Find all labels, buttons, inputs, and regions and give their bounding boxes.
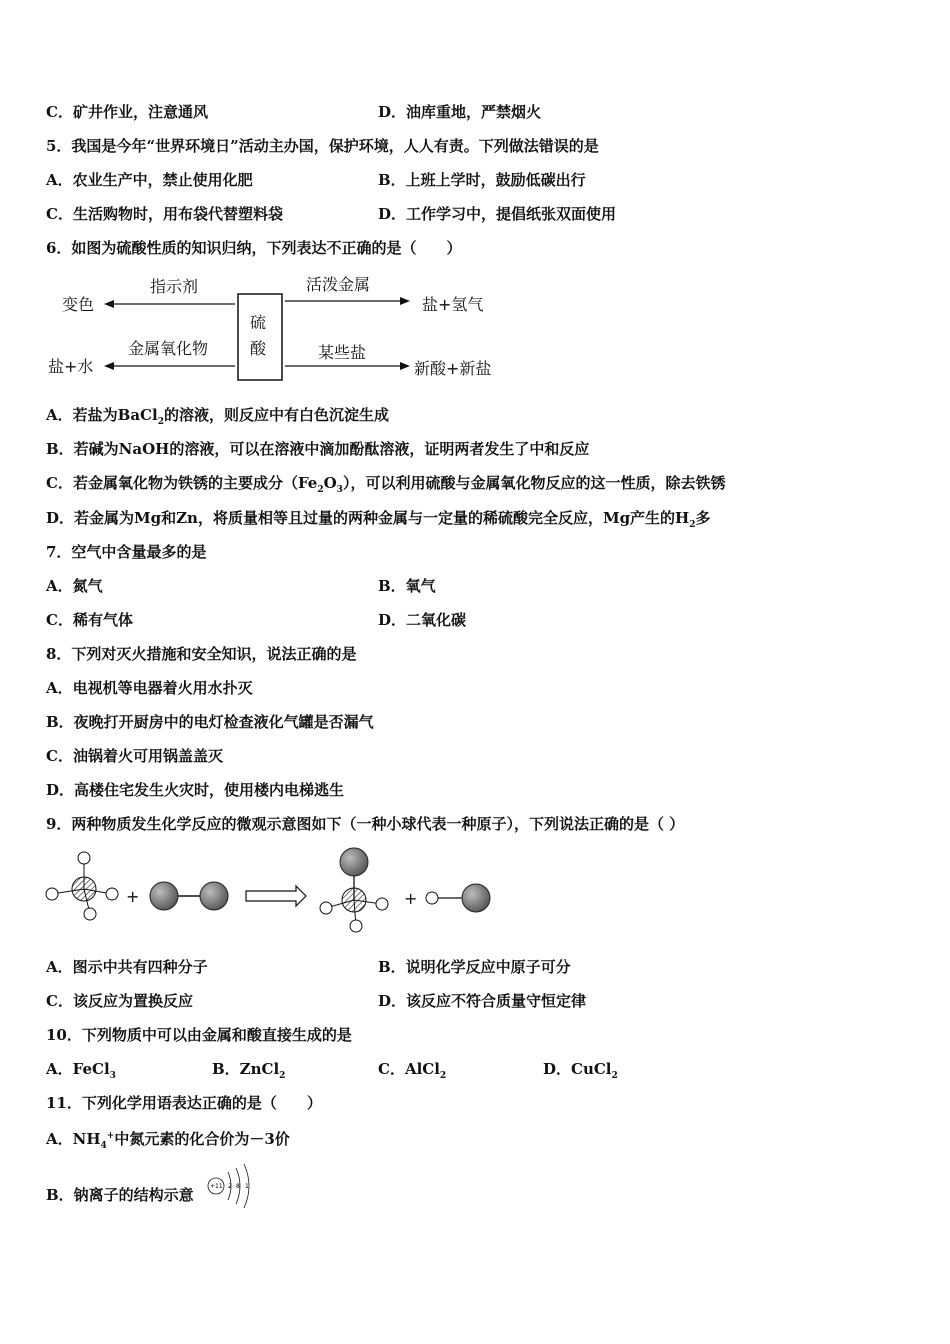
q9-stem: 9．两种物质发生化学反应的微观示意图如下（一种小球代表一种原子），下列说法正确的是（ ） <box>46 815 685 833</box>
result-new-acid-salt: 新酸+新盐 <box>414 359 492 378</box>
q6-option-a: A．若盐为BaCl$_2$的溶液，则反应中有白色沉淀生成 <box>46 406 389 427</box>
q6-option-b: B．若碱为NaOH的溶液，可以在溶液中滴加酚酞溶液，证明两者发生了中和反应 <box>46 440 590 458</box>
q7-option-d: D．二氧化碳 <box>378 611 467 629</box>
label-metal-oxide: 金属氧化物 <box>128 339 209 358</box>
reaction-arrow <box>246 886 306 906</box>
q9-option-c: C．该反应为置换反应 <box>46 992 193 1010</box>
q4-option-d: D．油库重地，严禁烟火 <box>378 103 542 121</box>
nucleus-charge: +11 <box>210 1183 223 1190</box>
result-salt-hydrogen: 盐+氢气 <box>422 295 484 314</box>
q8-option-c: C．油锅着火可用锅盖盖灭 <box>46 747 223 765</box>
product-molecule-2 <box>426 884 490 912</box>
reactant-molecule-2 <box>150 882 228 910</box>
q7-option-a: A．氮气 <box>46 577 103 595</box>
label-indicator: 指示剂 <box>150 277 199 296</box>
center-box <box>238 294 282 380</box>
product-molecule-1 <box>320 848 388 932</box>
q7-option-c: C．稀有气体 <box>46 611 133 629</box>
q7-option-b: B．氧气 <box>378 577 436 595</box>
q8-option-a: A．电视机等电器着火用水扑灭 <box>46 679 253 697</box>
sulfuric-acid-diagram <box>40 268 510 388</box>
shell-1-electrons: 2 <box>228 1183 232 1190</box>
label-some-salts: 某些盐 <box>318 343 367 362</box>
q6-option-c: C．若金属氧化物为铁锈的主要成分$(Fe_2O_3)$，可以利用硫酸与金属氧化物反应的这一性质，除去铁锈 <box>46 474 726 495</box>
q9-option-d: D．该反应不符合质量守恒定律 <box>378 992 587 1010</box>
q9-option-b: B．说明化学反应中原子可分 <box>378 958 571 976</box>
reactant-molecule-1 <box>46 852 118 920</box>
plus-sign-1: + <box>126 887 140 906</box>
q8-stem: 8．下列对灭火措施和安全知识，说法正确的是 <box>46 645 357 663</box>
q4-option-c: C．矿井作业，注意通风 <box>46 103 208 121</box>
q10-option-d: D．CuCl$_2$ <box>543 1060 618 1081</box>
q11-option-a: A．$NH_4^+$中氮元素的化合价为－3价 <box>46 1130 290 1151</box>
q5-option-c: C．生活购物时，用布袋代替塑料袋 <box>46 205 283 223</box>
q9-option-a: A．图示中共有四种分子 <box>46 958 208 976</box>
q5-option-b: B．上班上学时，鼓励低碳出行 <box>378 171 586 189</box>
result-salt-water: 盐+水 <box>48 357 94 376</box>
plus-sign-2: + <box>404 889 418 908</box>
label-active-metal: 活泼金属 <box>306 275 371 294</box>
q8-option-d: D．高楼住宅发生火灾时，使用楼内电梯逃生 <box>46 781 345 799</box>
sodium-ion-structure <box>204 1160 254 1212</box>
q5-option-a: A．农业生产中，禁止使用化肥 <box>46 171 253 189</box>
shell-3-electrons: 1 <box>245 1183 249 1190</box>
q11-option-b: B．钠离子的结构示意 <box>46 1186 194 1204</box>
q8-option-b: B．夜晚打开厨房中的电灯检查液化气罐是否漏气 <box>46 713 374 731</box>
result-color-change: 变色 <box>62 295 95 314</box>
center-char-2: 酸 <box>250 339 267 358</box>
q10-option-a: A．FeCl$_3$ <box>46 1060 116 1081</box>
q5-stem: 5．我国是今年“世界环境日”活动主办国，保护环境，人人有责。下列做法错误的是 <box>46 137 599 155</box>
q10-option-b: B．ZnCl$_2$ <box>212 1060 286 1081</box>
q11-stem: 11．下列化学用语表达正确的是（ ） <box>46 1094 322 1112</box>
q10-option-c: C．AlCl$_2$ <box>378 1060 447 1081</box>
center-char-1: 硫 <box>250 313 267 332</box>
q6-option-d: D．若金属为Mg和Zn，将质量相等且过量的两种金属与一定量的稀硫酸完全反应，Mg产生的$H_2$多 <box>46 509 711 530</box>
q6-stem: 6．如图为硫酸性质的知识归纳，下列表达不正确的是（ ） <box>46 239 462 257</box>
reaction-micro-diagram <box>44 846 504 938</box>
q5-option-d: D．工作学习中，提倡纸张双面使用 <box>378 205 617 223</box>
shell-2-electrons: 8 <box>236 1183 240 1190</box>
q7-stem: 7．空气中含量最多的是 <box>46 543 207 561</box>
q10-stem: 10．下列物质中可以由金属和酸直接生成的是 <box>46 1026 352 1044</box>
